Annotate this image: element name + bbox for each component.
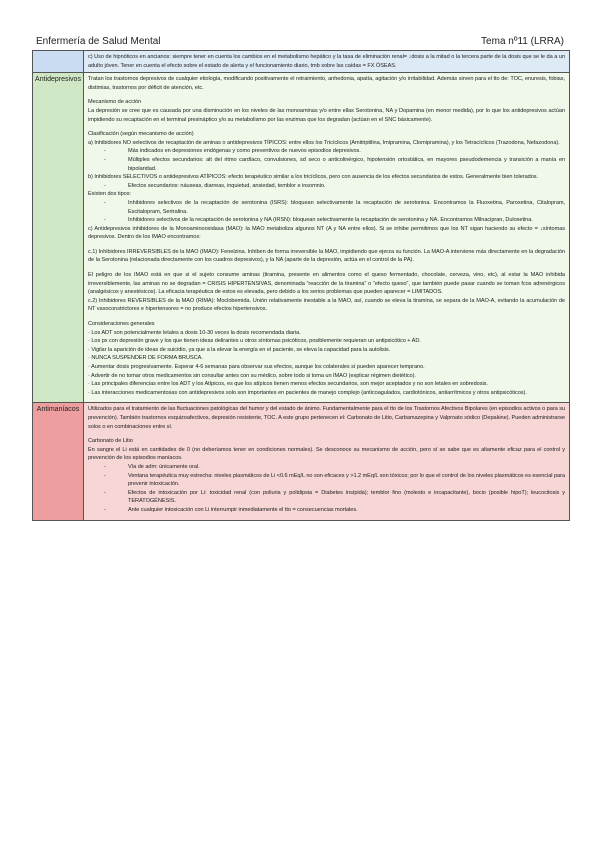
row-label-antidepresivos: Antidepresivos — [33, 73, 84, 403]
consideracion-item: · Las interacciones medicamentosas con antidepresivos solo son importantes en pacientes de manejo complejo (anticoagulados, cardiotónicos, antiarrítmicos y otros antipsicóticos). — [88, 389, 527, 396]
consideracion-item: · Vigilar la aparición de ideas de suicidio, ya que a la elevar la energía en el paciente, se eleva la capacidad para la autolisis. — [88, 346, 391, 353]
list-item: - Efectos secundarios: náuseas, diarreas, inquietud, ansiedad, temblor e insomnio. — [128, 182, 565, 191]
header-subject: Enfermería de Salud Mental — [36, 36, 161, 47]
list-item: - Vía de adm: únicamente oral. — [128, 463, 565, 472]
clasificacion-a: a) Inhibidores NO selectivos de recaptación de aminas o antidepresivos TÍPICOS: entre ellos los Tricíclicos (Amitriptilina, Imipramina, Clomipramina), y los Tetracíclicos (Trazodona, Nefazodona). — [88, 139, 560, 146]
clasificacion-b-list — [88, 182, 565, 191]
consideracion-item: · NUNCA SUSPENDER DE FORMA BRUSCA. — [88, 355, 203, 362]
antidepresivos-intro: Tratan los trastornos depresivos de cualquier etiología, modificando positivamente el retraimiento, anhedonia, apatía, agitación y/o irritabilidad. Además sirven para el tto de: TOC, enuresis, fobias, distimias, trastornos por déficit de atención, etc. — [88, 76, 565, 91]
clasificacion-b: b) Inhibidores SELECTIVOS o antidepresivos ATÍPICOS: efecto terapéutico similar a los tricíclicos, pero con ausencia de los efectos secundarios de estos. Generalmente bien tolerados. — [88, 174, 539, 181]
list-item: - Inhibidores selectivos de la recaptación de serotonina y NA (IRSN): bloquean selectivamente la recaptación de serotonina y NA. Encontramos Milnacipran, Duloxetina. — [128, 216, 565, 225]
list-item: - Más indicados en depresiones endógenas y como preventivos de nuevos episodios depresivos. — [128, 147, 565, 156]
tipos-list — [88, 199, 565, 225]
clasificacion-c: c) Antidepresivos inhibidores de la Monoaminooxidasa (MAO): la MAO metaboliza algunos NT (A y NA entre ellos). Si se inhibe permitimos que los NT sigan haciendo su efecto = ↓síntomas depresivos. Dentro de los IMAO encontramos: — [88, 225, 565, 241]
clasificacion-a-list — [88, 147, 565, 173]
row-label — [33, 51, 84, 73]
consideracion-item: · Aumentar dosis progresivamente. Esperar 4-6 semanas para observar sus efectos, aunque los colaterales sí pueden aparecer temprano. — [88, 364, 425, 370]
litio-list — [88, 463, 565, 515]
consideracion-item: · Advertir de no tomar otros medicamentos sin consultar antes con su médico, sobre todo si toma un IMAO (explicar régimen dietético). — [88, 372, 416, 379]
list-item: - Múltiples efectos secundarios: alt del ritmo cardíaco, convulsiones, sd seco o anticolinérgico, hipotensión ortostática, en mayores pseudodemencia y transición a manía en bipolaridad. — [128, 156, 565, 173]
consideracion-item: · Los px con depresión grave y los que tienen ideas delirantes u otros síntomas psicóticos, posiblemente requieran un antipsicótico + AD. — [88, 338, 421, 345]
row-content — [84, 51, 570, 73]
tipos-title: Existen dos tipos: — [88, 191, 131, 198]
rima-text: c.2) Inhibidores REVERSIBLES de la MAO (RIMA): Moclobemida. Unión relativamente inestable a la MAO, así, cuando se eleva la tiramina, se separa de la MAO-A, evitando la acumulación de NT vasoconstrictores e hipertensores = no produce efectos hipertensivos. — [88, 297, 565, 313]
row-content-antimaniacos — [84, 403, 570, 520]
header-topic: Tema nº11 (LRRA) — [481, 36, 564, 47]
list-item: - Inhibidores selectivos de la recaptación de serotonina (ISRS): bloquean selectivamente la recaptación de serotonina. Encontramos la Fluoxetina, Paroxetina, Citalopram, Escitalopram, Sertralina. — [128, 199, 565, 216]
table-row-antidepresivos — [33, 73, 570, 403]
consideracion-item: · Las principales diferencias entre los ADT y los Atípicos, es que los atípicos tienen menos efectos secundarios, son mejor aceptados y no son letales en sobredosis. — [88, 381, 488, 388]
page-header — [32, 36, 568, 50]
row-content-antidepresivos — [84, 73, 570, 403]
imao-irreversibles: c.1) Inhibidores IRREVERSIBLES de la MAO (IMAO): Fenelzina. Inhiben de forma irreversible la MAO, impidiendo que ejerza su función. La MAO-A interviene más directamente en la degradación de la Serotonina (relacionada directamente con los cuadros depresivos), y la NA (aparte de la depresión, actúa en el control de la PA). — [88, 248, 565, 264]
mecanismo-title: Mecanismo de acción — [88, 99, 142, 106]
peligro-imao: El peligro de los IMAO está en que si el sujeto consume aminas (tiramina, presente en alimentos como el queso fermentado, chocolate, cerveza, vino, etc), al estar la MAO inhibida irreversiblemente, las aminas no se degradan = CRISIS HIPERTENSIVAS, denominada “reacción de la tiramina” o “efecto queso”, que también puede pasar cuando se toman fcos adrenérgicos (analgésicos y anestésicos). La eficacia terapéutica de estos es elevada, pero debido a los serios problemas que pueden aparecer = LIMITADOS. — [88, 272, 565, 296]
table-row-hipnoticos — [33, 51, 570, 73]
drug-table — [32, 50, 570, 521]
mecanismo-text: La depresión se cree que es causada por una disminución en los niveles de las monoaminas y/o entre ellas Serotonina, NA y Dopamina (en menor medida), por lo que los antidepresivos actúan impidiendo su recaptación en el terminal presináptico y/o su metabolismo por las enzimas que los degradan (actúan en el SNC básicamente). — [88, 107, 565, 123]
list-item: - Efectos de intoxicación por Li: toxicidad renal (con poliuria y polidipsia = Diabetes insípida); temblor fino (molesto e incapacitante), bocio (posible hipoT); leucocitosis y TERATOGÉNESIS. — [128, 489, 565, 506]
row-label-antimaniacos: Antimaníacos — [33, 403, 84, 520]
litio-text: En sangre el Li está en cantidades de 0 (no deberíamos tener en condiciones normales). Se desconoce su mecanismo de acción, pero sí se sabe que es altamente eficaz para el control y prevención de los episodios maníacos. — [88, 446, 565, 462]
consideraciones-title: Consideraciones generales — [88, 321, 155, 328]
list-item: - Ventana terapéutica muy estrecha: niveles plasmáticos de Li <0.6 mEq/L no son eficaces y >1.2 mEq/L son tóxicos; por lo que el control de los niveles plasmáticos es esencial para prevenir intoxicación. — [128, 472, 565, 489]
table-row-antimaniacos — [33, 403, 570, 520]
clasificacion-title: Clasificación (según mecanismo de acción) — [88, 131, 194, 138]
consideracion-item: · Los ADT son potencialmente letales a dosis 10-30 veces la dosis recomendada diaria. — [88, 329, 301, 336]
antimaniacos-intro: Utilizados para el tratamiento de las fluctuaciones patológicas del humor y del estado de ánimo. Fundamentalmente para el tto de los Trastornos Afectivos Bipolares (en episodios activos o para su prevención). También trastornos esquizoafectivos, depresión resistente, TOC. A este grupo pertenecen el: Carbonato de Litio, Carbamazepina y Valproato sódico (Depakine). Pueden administrarse solos o en combinaciones entre sí. — [88, 406, 565, 430]
hipnoticos-ancianos-text: c) Uso de hipnóticos en ancianos: siempre tener en cuenta los cambios en el metabolismo hepático y la tasa de eliminación renal= ↓dosis a la mitad o la tercera parte de la dosis que se le da a un adulto jóven. Tener en cuenta el efecto sobre el estado de alerta y el funcionamiento diario, tmb sobre las caídas = FX ÓSEAS. — [88, 54, 565, 69]
litio-title: Carbonato de Litio — [88, 438, 133, 445]
list-item: - Ante cualquier intoxicación con Li interrumpir inmediatamente el tto = consecuencias mortales. — [128, 506, 565, 515]
